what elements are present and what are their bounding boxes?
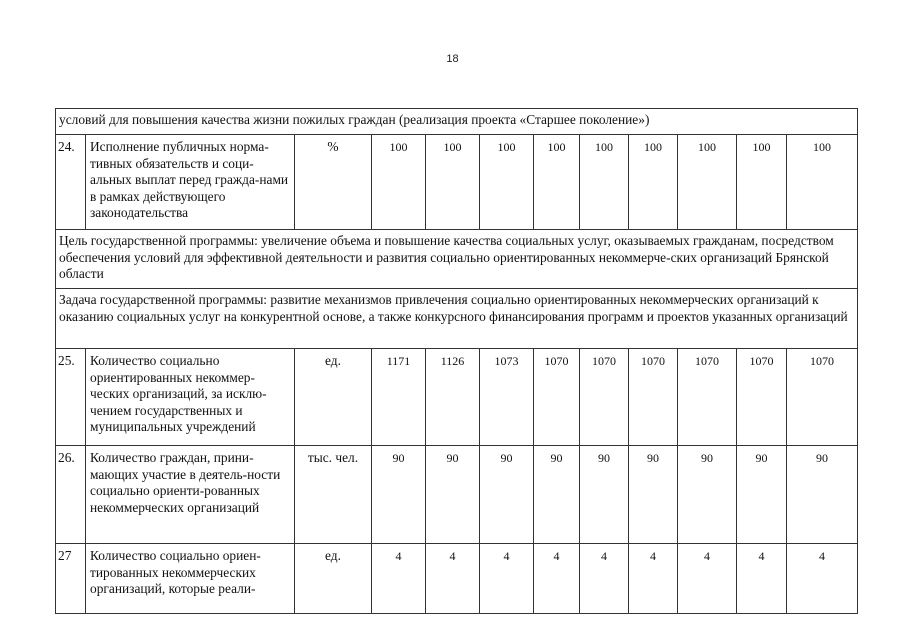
- program-task-cell: Задача государственной программы: развитие механизмов привлечения социально ориентированных некоммерческих организаций к оказанию социальных услуг на конкурентной основе, а также конкурсного финансирования программ и проектов указанных организаций: [56, 289, 858, 349]
- table-row: [56, 135, 858, 230]
- indicator-name: Исполнение публичных норма-тивных обязательств и соци-альных выплат перед гражда-нами в рамках действующего законодательства: [86, 135, 295, 230]
- indicator-name: Количество социально ориен-тированных некоммерческих организаций, которые реали-: [86, 544, 295, 614]
- value-cell: 1070: [534, 349, 580, 446]
- value-cell: 1126: [426, 349, 480, 446]
- program-goal-cell: Цель государственной программы: увеличение объема и повышение качества социальных услуг, оказываемых гражданам, посредством обеспечения условий для эффективной деятельности и развития социально ориентированных некоммерче-ских организаций Брянской области: [56, 230, 858, 289]
- value-cell: 4: [372, 544, 426, 614]
- value-cell: 90: [372, 446, 426, 544]
- value-cell: 4: [678, 544, 737, 614]
- value-cell: 1070: [787, 349, 858, 446]
- unit-cell: ед.: [295, 349, 372, 446]
- table-row: [56, 109, 858, 135]
- indicator-name: Количество граждан, прини-мающих участие в деятель-ности социально ориенти-рованных некоммерческих организаций: [86, 446, 295, 544]
- table-row: [56, 446, 858, 544]
- row-number: 24.: [56, 135, 86, 230]
- value-cell: 4: [737, 544, 787, 614]
- value-cell: 1070: [580, 349, 629, 446]
- value-cell: 1171: [372, 349, 426, 446]
- table-row: [56, 230, 858, 289]
- value-cell: 90: [787, 446, 858, 544]
- value-cell: 4: [629, 544, 678, 614]
- value-cell: 4: [480, 544, 534, 614]
- value-cell: 1070: [629, 349, 678, 446]
- value-cell: 100: [534, 135, 580, 230]
- value-cell: 1070: [678, 349, 737, 446]
- value-cell: 4: [787, 544, 858, 614]
- unit-cell: тыс. чел.: [295, 446, 372, 544]
- value-cell: 100: [629, 135, 678, 230]
- value-cell: 100: [678, 135, 737, 230]
- table-row: [56, 289, 858, 349]
- value-cell: 100: [480, 135, 534, 230]
- table-row: [56, 349, 858, 446]
- unit-cell: ед.: [295, 544, 372, 614]
- row-number: 25.: [56, 349, 86, 446]
- row-number: 27: [56, 544, 86, 614]
- value-cell: 100: [737, 135, 787, 230]
- value-cell: 100: [787, 135, 858, 230]
- page-number: 18: [446, 53, 459, 65]
- value-cell: 100: [580, 135, 629, 230]
- value-cell: 90: [737, 446, 787, 544]
- value-cell: 90: [480, 446, 534, 544]
- unit-cell: %: [295, 135, 372, 230]
- value-cell: 1073: [480, 349, 534, 446]
- value-cell: 90: [534, 446, 580, 544]
- indicator-name: Количество социально ориентированных некоммер-ческих организаций, за исклю-чением государственных и муниципальных учреждений: [86, 349, 295, 446]
- value-cell: 4: [426, 544, 480, 614]
- value-cell: 4: [534, 544, 580, 614]
- row-number: 26.: [56, 446, 86, 544]
- value-cell: 90: [580, 446, 629, 544]
- value-cell: 4: [580, 544, 629, 614]
- indicators-table: [55, 108, 858, 614]
- value-cell: 100: [372, 135, 426, 230]
- value-cell: 100: [426, 135, 480, 230]
- value-cell: 1070: [737, 349, 787, 446]
- table-row: [56, 544, 858, 614]
- value-cell: 90: [678, 446, 737, 544]
- section-header-cell: условий для повышения качества жизни пожилых граждан (реализация проекта «Старшее поколение»): [56, 109, 858, 135]
- value-cell: 90: [426, 446, 480, 544]
- value-cell: 90: [629, 446, 678, 544]
